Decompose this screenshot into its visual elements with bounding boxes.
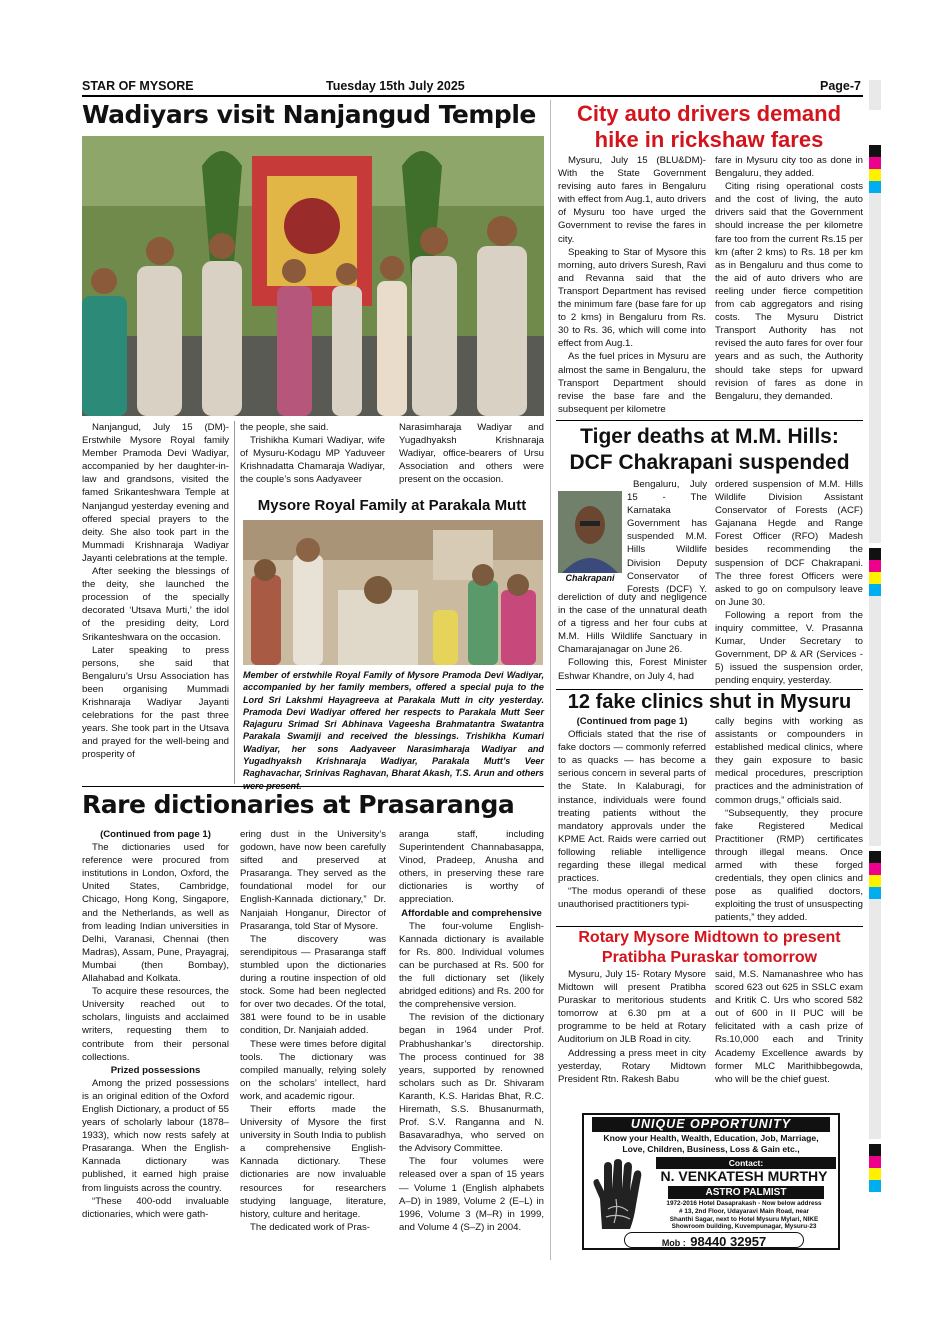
dictionaries-col3b-p2: The revision of the dictionary began in 1964 under Prof. Prabhushankar’s directorship. The process continued for 38 years, supported by renowned scholars such as Dr. Shivaram Karanth, K.S. Haridas Bhat, R.C. Hiremath, S.S. Bhusanurmath, Prof. S.V. Ranganna and N. Basavaradhya, who served on the Advisory Committee. bbox=[399, 1012, 544, 1155]
clinics-rule bbox=[556, 926, 863, 927]
col-divider bbox=[234, 421, 235, 784]
tiger-col2-p1: ordered suspension of M.M. Hills Wildlife Division Assistant Conservator of Forests (ACF) Gajanana Hegde and Range Forest Officer (RFO) Madesh besides recommending the suspension of DCF Chakrapani. The three forest Officers were asked to go on compulsory leave on June 30. bbox=[715, 479, 863, 608]
wadiyars-col1-p3: Later speaking to press persons, she said that Bengaluru’s Ursu Association has been organising Mummadi Krishnaraja Wadiyar Jayanti celebrations for the past three years. She took part in the Utsava and prayed for the well-being and prosperity of bbox=[82, 644, 229, 761]
temple-photo bbox=[82, 136, 544, 416]
rotary-col1-p2: Addressing a press meet in city yesterday, Rotary Midtown President Rtn. Rakesh Babu bbox=[558, 1047, 706, 1085]
dictionaries-col2-p5: The dedicated work of Pras- bbox=[250, 1221, 370, 1233]
dictionaries-col3 bbox=[399, 828, 544, 1260]
auto-col2-p1: fare in Mysuru city too as done in Bengaluru, they added. bbox=[715, 155, 863, 180]
clinics-col2 bbox=[715, 715, 863, 927]
auto-col1-p1: Mysuru, July 15 (BLU&DM)- With the State Government revising auto fares in Bengaluru with effect from Aug.1, auto drivers of Mysuru too have urged the Government to revise the fares in city. bbox=[558, 155, 706, 245]
reg-magenta-1 bbox=[869, 157, 881, 169]
reg-yellow-3 bbox=[869, 875, 881, 887]
reg-black-3 bbox=[869, 851, 881, 863]
auto-rule bbox=[556, 420, 863, 421]
rotary-col1-p1: Mysuru, July 15- Rotary Mysore Midtown will present Pratibha Puraskar to meritorious students tomorrow at 6.30 pm at a programme to be held at Rotary Auditorium on JLB Road in city. bbox=[558, 969, 706, 1046]
ad-address-2: # 13, 2nd Floor, Udayaravi Main Road, near bbox=[679, 1207, 809, 1215]
auto-col2 bbox=[715, 154, 863, 419]
ad-contact: Contact: bbox=[656, 1157, 836, 1169]
reg-strip-bottom bbox=[869, 899, 881, 1139]
parakala-caption: Member of erstwhile Royal Family of Mysore Pramoda Devi Wadiyar, accompanied by her family members, offered a special puja to the Lord Sri Lakshmi Hayagreeva at Parakala Mutt in city yesterday. Pramoda Devi Wadiyar offered her respects to Parakala Mutt Seer Rajaguru Srimad Sri Abhinava Vageesha Brahmatantra Swatantra Parakala Swamiji and received the blessings. Trishikha Kumari Wadiyar, her sons Aadyaveer Narasimharaja Wadiyar and Yugadhyaksh Krishnaraja Wadiyar, Parakala Mutt’s Veer Raghavachar, Srinivas Raghavan, Bharat Akash, T.S. Arun and others bbox=[243, 670, 544, 779]
ad-banner: UNIQUE OPPORTUNITY bbox=[592, 1117, 830, 1132]
dictionaries-col2-p4: Their efforts made the University of Mysore the first university in South India to publish a comprehensive English-Kannada dictionary. These dictionaries are now invaluable resources for researchers studying language, literature, history, culture and heritage. bbox=[240, 1103, 386, 1220]
ad-address-4: Showroom building, Kuvempunagar, Mysuru-23 bbox=[671, 1223, 817, 1231]
rotary-col1 bbox=[558, 968, 706, 1098]
tiger-headline-1: Tiger deaths at M.M. Hills: bbox=[580, 425, 839, 448]
reg-cyan-2 bbox=[869, 584, 881, 596]
clinics-col1 bbox=[558, 715, 706, 927]
rotary-col2-p1: said, M.S. Namanashree who has scored 623 out 625 in SSLC exam and Kritik C. Urs who scored 582 out of 600 in II PUC will be felicitated with a cash prize of Rs.10,000 each and Trinity Academy Excellence awards by former MLC Marithibbegowda, who will be the chief guest. bbox=[715, 969, 863, 1085]
reg-strip-low bbox=[869, 596, 881, 846]
wadiyars-col1 bbox=[82, 421, 229, 784]
temple-photo-illustration bbox=[82, 136, 544, 416]
dictionaries-cont: (Continued from page 1) bbox=[100, 829, 211, 840]
auto-col1-p3: As the fuel prices in Mysuru are almost the same in Bengaluru, the Transport Department should revise the base fare and the subsequent per kilometre bbox=[558, 351, 706, 415]
wadiyars-col3 bbox=[399, 421, 544, 491]
dictionaries-rule bbox=[82, 786, 544, 787]
reg-magenta-3 bbox=[869, 863, 881, 875]
dictionaries-col1-p2: To acquire these resources, the University reached out to scholars, linguists and acclaimed writers, requesting them to contribute from their personal collections. bbox=[82, 986, 229, 1063]
ad-address bbox=[650, 1200, 838, 1231]
chakrapani-photo bbox=[558, 491, 622, 573]
wadiyars-col1-p1: Nanjangud, July 15 (DM)- Erstwhile Mysore Royal family Member Pramoda Devi Wadiyar, accompanied by her daughter-in-law and grandsons, visited the famed Srikanteshwara Temple at Nanjangud yesterday evening and offered special prayers to the deity. She also took part in the Mummadi Krishnaraja Wadiyar Jayanti celebrations at the temple. bbox=[82, 422, 229, 564]
ad-address-1: 1972-2016 Hotel Dasaprakash - Now below address bbox=[666, 1200, 822, 1207]
reg-yellow-2 bbox=[869, 572, 881, 584]
palm-icon bbox=[590, 1159, 650, 1231]
wadiyars-col2-p2: Trishikha Kumari Wadiyar, wife of Mysuru-Kodagu MP Yaduveer Krishnadatta Chamaraja Wadiyar, the couple’s sons Aadyaveer bbox=[240, 435, 385, 486]
reg-black-1 bbox=[869, 145, 881, 157]
tiger-col2 bbox=[715, 478, 863, 688]
parakala-headline: Mysore Royal Family at Parakala Mutt bbox=[257, 497, 527, 514]
clinics-col2-p2: “Subsequently, they procure fake Registered Medical Practitioner (RMP) certificates through illegal means. Once armed with these forged credentials, they open clinics and pose as qualified doctors, exploiting the trust of unsuspecting patients,” they added. bbox=[715, 807, 863, 924]
wadiyars-col2-p1: the people, she said. bbox=[240, 422, 329, 433]
page-number: Page-7 bbox=[820, 79, 861, 93]
dictionaries-sub1: Prized possessions bbox=[110, 1064, 201, 1076]
ad-title: ASTRO PALMIST bbox=[668, 1186, 824, 1199]
tiger-col1-p2: Following this, Forest Minister Eshwar Khandre, on July 4, had bbox=[558, 657, 707, 682]
tiger-col1-rest bbox=[558, 591, 707, 691]
reg-yellow-1 bbox=[869, 169, 881, 181]
ad-mobile bbox=[624, 1232, 804, 1248]
wadiyars-col2 bbox=[240, 421, 385, 491]
dictionaries-col1b-p1: Among the prized possessions is an original edition of the Oxford English Dictionary, a product of 55 years of scholarly labour (1878–1933), which now rests safely at Prasaranga. When the English-Kannada dictionary was published, it earned high praise from linguists across the country. bbox=[82, 1077, 229, 1194]
auto-col2-p2: Citing rising operational costs and the cost of living, the auto drivers said that the Government should increase the per kilometre fare too from the current Rs.15 per km (after 2 kms) to Rs. 18 per km as in Bengaluru and thus come to the aid of auto drivers who are reeling under fierce competition from cab aggregators and rising costs. The Mysuru District Transport Authority has not revised the auto fares for over four years and as such, the Authority should take steps for upward revision of fares as done in Bengaluru, they demanded. bbox=[715, 181, 863, 402]
page-gutter bbox=[550, 100, 551, 1260]
ad-address-3: Shanthi Sagar, next to Hotel Mysuru Mylari, NIKE bbox=[669, 1215, 819, 1223]
reg-magenta-4 bbox=[869, 1156, 881, 1168]
tiger-col1-top bbox=[627, 478, 707, 593]
ad-name: N. VENKATESH MURTHY bbox=[660, 1168, 828, 1184]
parakala-photo bbox=[243, 520, 543, 665]
dictionaries-col2-p1: ering dust in the University’s godown, have now been carefully sifted and preserved at Prasaranga. They served as the foundational model for our English-Kannada dictionary,” Dr. Nanjaiah Honganur, Director of Prasaranga, told Star of Mysore. bbox=[240, 829, 386, 932]
astro-ad bbox=[582, 1113, 840, 1250]
reg-strip-top bbox=[869, 80, 881, 110]
clinics-col1-p2: “The modus operandi of these unauthorised practitioners typi- bbox=[558, 886, 706, 911]
dictionaries-col1b-p2: “These 400-odd invaluable dictionaries, which were gath- bbox=[82, 1195, 229, 1220]
dictionaries-col3b-p3: The four volumes were released over a span of 15 years — Volume 1 (English alphabets A–D) in 1989, Volume 2 (E–L) in 1996, Volume 3 (M–R) in 1999, and Volume 4 (S–Z) in 2004. bbox=[399, 1156, 544, 1233]
issue-date: Tuesday 15th July 2025 bbox=[326, 79, 465, 93]
ad-line-2: Love, Children, Business, Loss & Gain etc., bbox=[622, 1144, 800, 1154]
reg-cyan-1 bbox=[869, 181, 881, 193]
dictionaries-col3-p1: aranga staff, including Superintendent Channabasappa, Vinod, Pradeep, Anusha and others, in preserving these rare dictionaries is worthy of appreciation. bbox=[399, 829, 544, 906]
chakrapani-label: Chakrapani bbox=[565, 573, 615, 583]
ad-mobile-number: 98440 32957 bbox=[690, 1234, 767, 1249]
tiger-col1-top-p1: Bengaluru, July 15 - The Karnataka Government has suspended M.M. Hills Wildlife Division Deputy Conservator of Forests (DCF) Y. bbox=[627, 479, 707, 593]
wadiyars-headline: Wadiyars visit Nanjangud Temple bbox=[82, 100, 536, 129]
dictionaries-sub2: Affordable and comprehensive bbox=[401, 907, 542, 919]
chakrapani-photo-illustration bbox=[558, 491, 622, 573]
tiger-col2-p2: Following a report from the inquiry committee, V. Prasanna Kumar, Under Secretary to Government, DP & AR (Services - 5) issued the suspension order, pending enquiry, yesterday. bbox=[715, 609, 863, 687]
dictionaries-col1-p1: The dictionaries used for reference were procured from institutions in London, Oxford, the United States, Cambridge, Chicago, Hong Kong, Singapore, and the Netherlands, as well as from leading Indian universities in Delhi, Varanasi, Chennai (then Madras), Assam, Pune, Prayagraj, Mumbai (then Bombay), Allahabad and Kolkata. bbox=[82, 842, 229, 985]
auto-headline: City auto drivers demand hike in rickshaw fares bbox=[576, 101, 842, 152]
reg-strip-mid bbox=[869, 193, 881, 543]
auto-col1-p2: Speaking to Star of Mysore this morning, auto drivers Suresh, Ravi and Revanna said that the Transport Department has revised the minimum fare (base fare for up to 2 kms) in Bengaluru from Rs. 30 to Rs. 36, which will come into effect from Aug.1. bbox=[558, 246, 706, 350]
paper-name: STAR OF MYSORE bbox=[82, 79, 194, 93]
parakala-photo-illustration bbox=[243, 520, 543, 665]
reg-black-2 bbox=[869, 548, 881, 560]
ad-line-1: Know your Health, Wealth, Education, Job, Marriage, bbox=[603, 1133, 819, 1143]
dictionaries-col2 bbox=[240, 828, 386, 1260]
reg-magenta-2 bbox=[869, 560, 881, 572]
reg-cyan-3 bbox=[869, 887, 881, 899]
auto-col1 bbox=[558, 154, 706, 419]
clinics-col1-p1: Officials stated that the rise of fake doctors — commonly referred to as quacks — has become a serious concern in several parts of the State. In Kalaburagi, for instance, individuals were found treating patients without the mandatory approvals under the KPME Act. Raids were carried out following reliable intelligence regarding these illegal medical practices. bbox=[558, 729, 706, 885]
reg-yellow-4 bbox=[869, 1168, 881, 1180]
tiger-headline-2: DCF Chakrapani suspended bbox=[569, 451, 850, 474]
wadiyars-col3-p1: Narasimharaja Wadiyar and Yugadhyaksh Krishnaraja Wadiyar, office-bearers of Ursu Association and others were present on the occasion. bbox=[399, 422, 544, 486]
rotary-col2 bbox=[715, 968, 863, 1098]
masthead-rule bbox=[82, 95, 863, 97]
reg-black-4 bbox=[869, 1144, 881, 1156]
dictionaries-col3b-p1: The four-volume English-Kannada dictionary is available for Rs. 800. Individual volumes can be purchased at Rs. 500 for the full dictionary set (likely abridged editions) and Rs. 200 for the comprehensive version. bbox=[399, 920, 544, 1011]
reg-cyan-4 bbox=[869, 1180, 881, 1192]
dictionaries-headline: Rare dictionaries at Prasaranga bbox=[82, 790, 515, 819]
dictionaries-col1 bbox=[82, 828, 229, 1260]
tiger-col1-p1: dereliction of duty and negligence in the case of the unnatural death of a tigress and her four cubs at M.M. Hills Wildlife Sanctuary in Chamarajanagar on June 26. bbox=[558, 592, 707, 656]
wadiyars-col1-p2: After seeking the blessings of the deity, she launched the procession of the specially decorated ‘Utsava Murti,’ the idol of the presiding deity, Lord Srikanteshwara on the occasion. bbox=[82, 566, 229, 643]
dictionaries-col2-p2: The discovery was serendipitous — Prasaranga staff stumbled upon the dictionaries during a routine inspection of old stock. Some had been neglected for over two decades. Of the total, 381 were found to be in usable condition, Dr. Nanjaiah added. bbox=[240, 933, 386, 1037]
dictionaries-col2-p3: These were times before digital tools. The dictionary was compiled manually, relying solely on the scholars’ intellect, hard work, and academic rigour. bbox=[240, 1038, 386, 1102]
rotary-headline: Rotary Mysore Midtown to present Pratibha Puraskar tomorrow bbox=[578, 929, 841, 966]
clinics-cont: (Continued from page 1) bbox=[576, 716, 688, 727]
ad-mobile-label: Mob : bbox=[661, 1238, 686, 1248]
clinics-col2-p1: cally begins with working as assistants or compounders in established medical clinics, where they gain exposure to basic medical procedures, prescription practices and the administration of common drugs,” officials said. bbox=[715, 716, 863, 806]
clinics-headline: 12 fake clinics shut in Mysuru bbox=[567, 691, 852, 713]
